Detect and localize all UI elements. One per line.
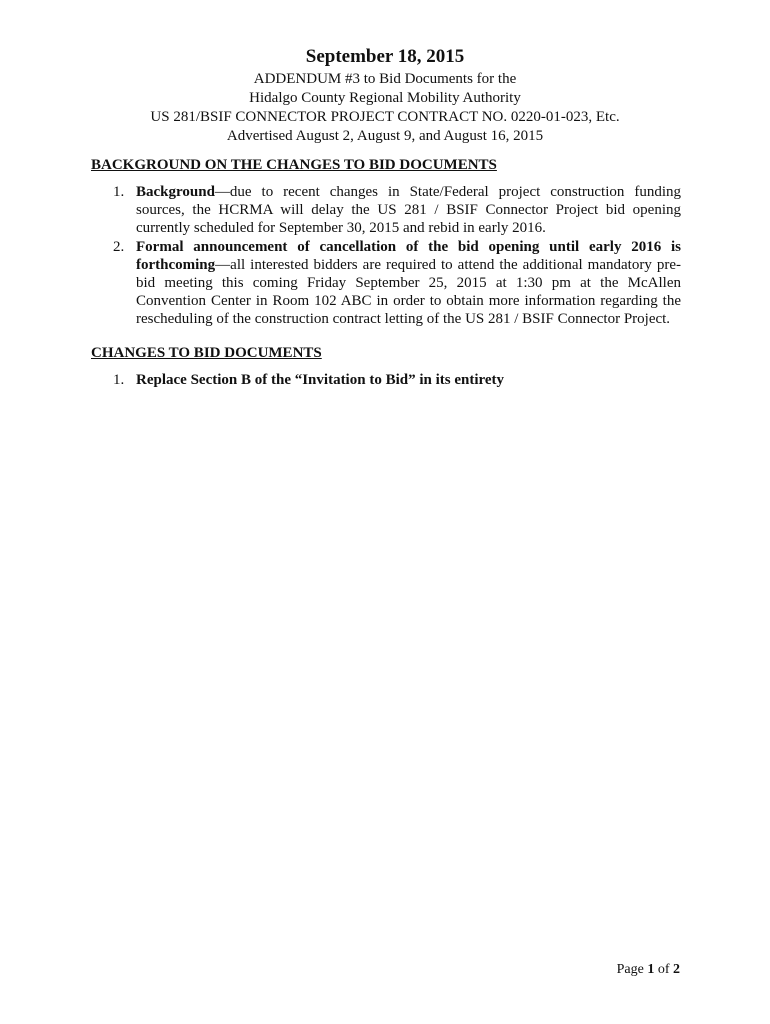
list-item-bold-text: Background: [136, 184, 215, 200]
document-date: September 18, 2015: [305, 46, 465, 67]
authority-name: Hidalgo County Regional Mobility Authority: [249, 90, 521, 106]
document-header: [0, 44, 770, 146]
of-label: of: [657, 962, 670, 977]
changes-heading: CHANGES TO BID DOCUMENTS: [91, 345, 322, 361]
page-total: 2: [673, 962, 680, 977]
advertised-dates: Advertised August 2, August 9, and August 16, 2015: [226, 128, 544, 144]
background-section: [91, 156, 681, 329]
list-item-bold-text: Formal announcement of cancellation of the bid opening until early 2016 is forthcoming: [136, 239, 681, 273]
list-item: [91, 371, 681, 389]
addendum-title: ADDENDUM #3 to Bid Documents for the: [253, 71, 517, 87]
background-heading: BACKGROUND ON THE CHANGES TO BID DOCUMENTS: [91, 157, 497, 173]
background-list: [91, 183, 681, 328]
contract-number: US 281/BSIF CONNECTOR PROJECT CONTRACT NO. 0220-01-023, Etc.: [150, 109, 620, 125]
list-item-number: 1.: [113, 372, 125, 388]
changes-list: [91, 371, 681, 389]
list-item-number: 2.: [113, 239, 125, 255]
list-item: [91, 238, 681, 328]
list-item-text: —due to recent changes in State/Federal project construction funding sources, the HCRMA will delay the US 281 / BSIF Connector Project bid opening currently scheduled for September 30, 2015 and rebid in early 2016.: [136, 184, 681, 236]
list-item-bold-text: Replace Section B of the “Invitation to Bid” in its entirety: [136, 372, 505, 388]
page-number: 1: [647, 962, 655, 977]
list-item: [91, 183, 681, 237]
changes-section: [91, 344, 681, 390]
list-item-text: —all interested bidders are required to attend the additional mandatory pre-bid meeting this coming Friday September 25, 2015 at 1:30 pm at the McAllen Convention Center in Room 102 ABC in order to obtain more information regarding the rescheduling of the construction contract letting of the US 281 / BSIF Connector Project.: [136, 257, 681, 327]
page-footer: [617, 961, 680, 979]
list-item-number: 1.: [113, 184, 125, 200]
page-label: Page: [616, 962, 644, 977]
